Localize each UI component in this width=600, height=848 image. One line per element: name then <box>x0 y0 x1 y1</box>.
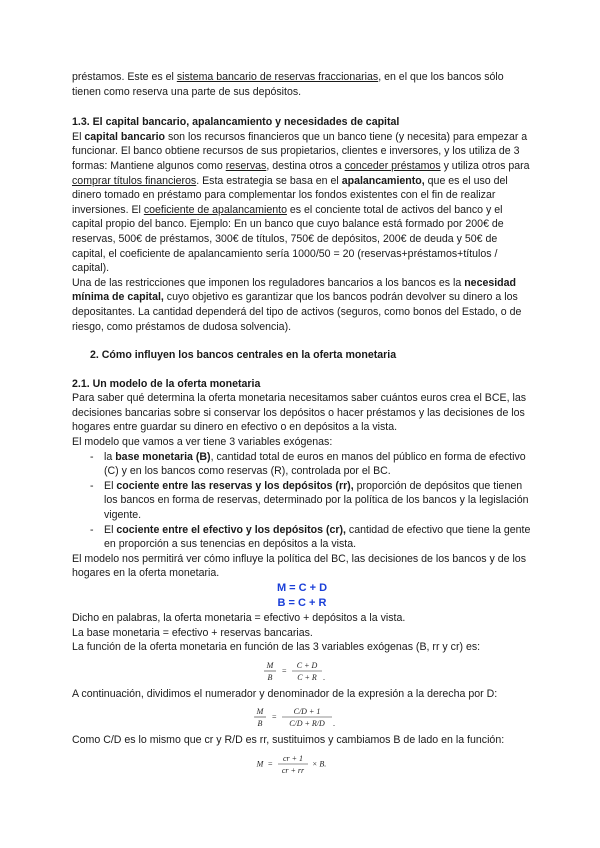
text-span: , en el que los bancos sólo tienen como reserva una parte de sus depósitos. <box>72 71 504 98</box>
heading-2: 2. Cómo influyen los bancos centrales en la oferta monetaria <box>90 349 397 362</box>
formula-1-rhs-den: C + R <box>297 672 317 682</box>
link-fractional-reserve[interactable]: sistema bancario de reservas fraccionarias <box>176 71 379 83</box>
link-coeficiente-apalancamiento[interactable]: coeficiente de apalancamiento <box>143 203 287 216</box>
heading-2-1: 2.1. Un modelo de la oferta monetaria <box>72 377 261 390</box>
text-span: y utiliza otros para <box>440 159 530 172</box>
equals-sign: = <box>268 759 273 769</box>
formula-3 <box>72 751 532 777</box>
text-span: . Esta estrategia se basa en el <box>196 174 342 187</box>
link-reservas[interactable]: reservas <box>225 159 267 172</box>
list-item <box>90 479 532 523</box>
heading-1-3: 1.3. El capital bancario, apalancamiento y necesidades de capital <box>72 116 400 129</box>
paragraph-como: Como C/D es lo mismo que cr y R/D es rr, sustituimos y cambiamos B de lado en la función: <box>72 734 505 747</box>
formula-3-rhs-den: cr + rr <box>281 765 305 775</box>
formula-2-rhs-num: C/D + 1 <box>293 707 321 717</box>
text-span: préstamos. Este es el <box>72 71 177 83</box>
text-span: es el conciente total de activos del banco y el capital propio del banco. Ejemplo: En un banco que cuyo balance está formado por 200€ de reservas, 500€ de préstamos, 300€ de títulos, 750€ de depósitos, 200€ de deuda y 50€ de capital, el coeficiente de apalancamiento sería 1000/50 = 20 (reservas+préstamos+títulos / capital). <box>72 203 504 275</box>
text-span: que es el uso del dinero tomado en préstamo para complementar los fondos existentes con el fin de realizar inversiones. El <box>72 174 508 216</box>
formula-3-lhs: M <box>256 759 264 769</box>
document-page <box>72 70 532 780</box>
term-capital-minimo: necesidad mínima de capital, <box>72 276 517 304</box>
equals-sign: = <box>272 712 277 722</box>
equals-sign: = <box>282 666 287 676</box>
text-span: El <box>104 523 117 536</box>
formula-3-rhs-num: cr + 1 <box>282 753 304 763</box>
formula-2 <box>72 704 532 730</box>
term-cr: cociente entre el efectivo y los depósitos (cr), <box>116 523 346 536</box>
formula-period: . <box>323 672 325 682</box>
term-bank-capital: capital bancario <box>84 130 166 143</box>
paragraph-words-2: La base monetaria = efectivo + reservas bancarias. <box>72 626 313 639</box>
paragraph-divide: A continuación, dividimos el numerador y denominador de la expresión a la derecha por D: <box>72 687 498 700</box>
equation-money-supply: M = C + D <box>276 582 328 594</box>
formula-2-rhs-den: C/D + R/D <box>289 719 325 729</box>
formula-1-rhs-num: C + D <box>296 660 318 670</box>
formula-period: . <box>333 719 335 729</box>
text-span: Una de las restricciones que imponen los reguladores bancarios a los bancos es la <box>72 276 465 289</box>
formula-1-lhs-num: M <box>266 660 274 670</box>
formula-2-lhs-den: B <box>257 719 263 729</box>
paragraph-capital-requirement <box>72 276 532 334</box>
text-span: , cantidad total de euros en manos del público en forma de efectivo (C) y en los bancos como reservas (R), controlada por el BC. <box>104 450 526 478</box>
formula-2-lhs-num: M <box>256 707 264 717</box>
paragraph-model-after: El modelo nos permitirá ver cómo influye la política del BC, las decisiones de los bancos y de los hogares en la oferta monetaria. <box>72 552 526 580</box>
equation-monetary-base: B = C + R <box>277 597 327 609</box>
text-span: El <box>104 479 117 492</box>
link-comprar-titulos[interactable]: comprar títulos financieros <box>72 174 197 187</box>
term-rr: cociente entre las reservas y los depósitos (rr), <box>116 479 354 492</box>
link-conceder-prestamos[interactable]: conceder préstamos <box>344 159 441 172</box>
paragraph-model: El modelo que vamos a ver tiene 3 variables exógenas: <box>72 436 333 449</box>
text-span: cantidad de efectivo que tiene la gente en proporción a sus tenencias en depósitos a la vista. <box>104 523 531 551</box>
term-apalancamiento: apalancamiento, <box>341 174 425 187</box>
list-item <box>90 523 532 552</box>
text-span: la <box>104 450 116 463</box>
formula-3-tail: × B. <box>312 759 327 769</box>
formula-1-lhs-den: B <box>267 672 273 682</box>
text-span: El <box>72 130 85 143</box>
paragraph-function: La función de la oferta monetaria en función de las 3 variables exógenas (B, rr y cr) es: <box>72 641 481 654</box>
paragraph-fractional-reserve <box>72 70 532 99</box>
variable-list <box>72 450 532 552</box>
text-span: , destina otros a <box>266 159 345 172</box>
paragraph-words-1: Dicho en palabras, la oferta monetaria = efectivo + depósitos a la vista. <box>72 612 406 624</box>
text-span: proporción de depósitos que tienen los bancos en forma de reservas, determinado por la política de los bancos y la legislación vigente. <box>104 479 529 522</box>
text-span: cuyo objetivo es garantizar que los bancos podrán devolver su dinero a los depositantes. La cantidad dependerá del tipo de activos (seguros, como bonos del Estado, o de riesgo, como préstamos de dudosa solvencia). <box>72 291 522 333</box>
term-base-monetaria: base monetaria (B) <box>115 450 211 463</box>
list-item <box>90 450 532 479</box>
paragraph-bank-capital <box>72 130 532 276</box>
formula-1 <box>72 658 532 684</box>
paragraph-intro: Para saber qué determina la oferta monetaria necesitamos saber cuántos euros crea el BCE, las decisiones bancarias sobre si conservar los depósitos o hacer préstamos y las decisiones de los hogares entre guardar su dinero en efectivo o en depósitos a la vista. <box>72 392 527 434</box>
text-span: son los recursos financieros que un banco tiene (y necesita) para empezar a funcionar. El banco obtiene recursos de sus propietarios, clientes e inversores, y los utiliza de 3 formas: Mantiene algunos como <box>72 130 528 172</box>
